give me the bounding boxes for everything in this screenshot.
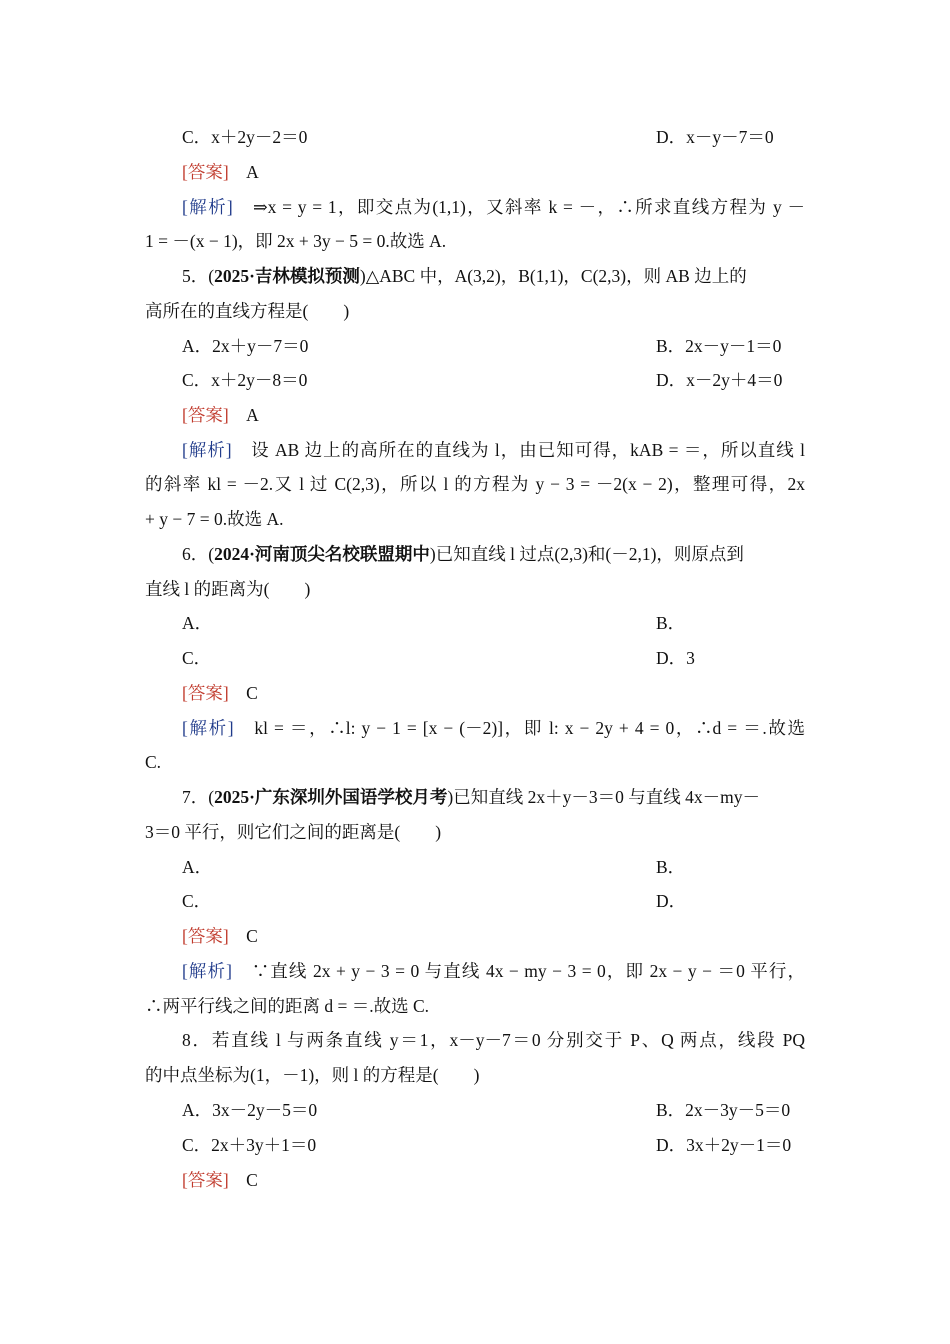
option-c: C．x＋2y－8＝0 [182, 370, 308, 390]
question-8-header: 8．若直线 l 与两条直线 y＝1，x－y－7＝0 分别交于 P、Q 两点，线段 PQ [182, 1030, 805, 1050]
answer-row [182, 681, 805, 705]
analysis-row [182, 438, 805, 462]
option-c: C．x＋2y－2＝0 [182, 127, 308, 147]
analysis-text: ∵直线 2x + y − 3 = 0 与直线 4x − my − 3 = 0，即 2x − y − ＝0 平行， [251, 961, 806, 981]
analysis-text: kl = ＝，∴l: y − 1 = [x − (－2)]，即 l: x − 2y + 4 = 0，∴d = ＝.故选 [254, 718, 806, 738]
option-a: A．2x＋y－7＝0 [182, 336, 309, 356]
option-d: D．3 [656, 648, 695, 668]
analysis-tag: [解析] [182, 440, 232, 460]
option-row [182, 611, 805, 635]
text-line: 直线 l 的距离为( ) [145, 579, 311, 599]
option-row [182, 855, 805, 879]
answer-tag: [答案] [182, 162, 229, 182]
analysis-tag: [解析] [182, 961, 232, 981]
answer-tag: [答案] [182, 1170, 229, 1190]
answer-row [182, 160, 805, 184]
question-number: 5．( [182, 266, 215, 286]
text-line: 的中点坐标为(1，－1)，则 l 的方程是( ) [145, 1065, 480, 1085]
analysis-text: ⇒x = y = 1，即交点为(1,1)，又斜率 k = －，∴所求直线方程为 y － [253, 197, 806, 217]
question-7-header [182, 785, 805, 809]
answer-text: C [246, 1170, 258, 1190]
answer-row [182, 924, 805, 948]
option-a: A． [182, 857, 213, 877]
option-c: C． [182, 891, 212, 911]
text-line: 高所在的直线方程是( ) [145, 301, 350, 321]
question-6-header [182, 542, 805, 566]
question-5-header [182, 264, 805, 288]
question-text: )已知直线 l 过点(2,3)和(－2,1)，则原点到 [429, 544, 744, 564]
question-source: 2025·广东深圳外国语学校月考 [214, 787, 448, 807]
option-d: D．x－y－7＝0 [656, 127, 774, 147]
question-number: 6．( [182, 544, 215, 564]
question-text: )△ABC 中，A(3,2)，B(1,1)，C(2,3)，则 AB 边上的 [359, 266, 747, 286]
question-number: 7．( [182, 787, 215, 807]
option-d: D．x－2y＋4＝0 [656, 370, 783, 390]
answer-tag: [答案] [182, 926, 229, 946]
option-c: C． [182, 648, 212, 668]
answer-tag: [答案] [182, 405, 229, 425]
option-c: C．2x＋3y＋1＝0 [182, 1135, 317, 1155]
text-line: ∴两平行线之间的距离 d = ＝.故选 C. [145, 996, 430, 1016]
answer-row [182, 403, 805, 427]
analysis-tag: [解析] [182, 197, 233, 217]
analysis-row [182, 195, 805, 219]
option-row [182, 1133, 805, 1157]
question-source: 2024·河南顶尖名校联盟期中 [214, 544, 430, 564]
option-row [182, 889, 805, 913]
text-line: 1 = －(x − 1)，即 2x + 3y − 5 = 0.故选 A. [145, 231, 447, 251]
text-line: 3＝0 平行，则它们之间的距离是( ) [145, 822, 442, 842]
answer-text: C [246, 926, 258, 946]
text-line: 的斜率 kl = －2.又 l 过 C(2,3)，所以 l 的方程为 y − 3 = －2(x − 2)，整理可得，2x [145, 474, 805, 494]
answer-text: A [246, 405, 259, 425]
text-line: + y − 7 = 0.故选 A. [145, 509, 284, 529]
option-b: B．2x－3y－5＝0 [656, 1100, 791, 1120]
option-row [182, 125, 805, 149]
analysis-tag: [解析] [182, 718, 234, 738]
answer-row [182, 1168, 805, 1192]
option-b: B． [656, 613, 686, 633]
option-b: B．2x－y－1＝0 [656, 336, 782, 356]
option-row [182, 368, 805, 392]
option-a: A． [182, 613, 213, 633]
option-row [182, 646, 805, 670]
option-d: D． [656, 891, 687, 911]
question-source: 2025·吉林模拟预测 [214, 266, 360, 286]
answer-text: A [246, 162, 259, 182]
analysis-row [182, 716, 805, 740]
option-a: A．3x－2y－5＝0 [182, 1100, 318, 1120]
option-row [182, 1098, 805, 1122]
answer-tag: [答案] [182, 683, 229, 703]
option-d: D．3x＋2y－1＝0 [656, 1135, 792, 1155]
text-line: C. [145, 752, 162, 772]
analysis-row [182, 959, 805, 983]
answer-text: C [246, 683, 258, 703]
analysis-text: 设 AB 边上的高所在的直线为 l，由已知可得，kAB = ＝，所以直线 l [251, 440, 805, 460]
option-row [182, 334, 805, 358]
question-text: )已知直线 2x＋y－3＝0 与直线 4x－my－ [447, 787, 760, 807]
option-b: B． [656, 857, 686, 877]
